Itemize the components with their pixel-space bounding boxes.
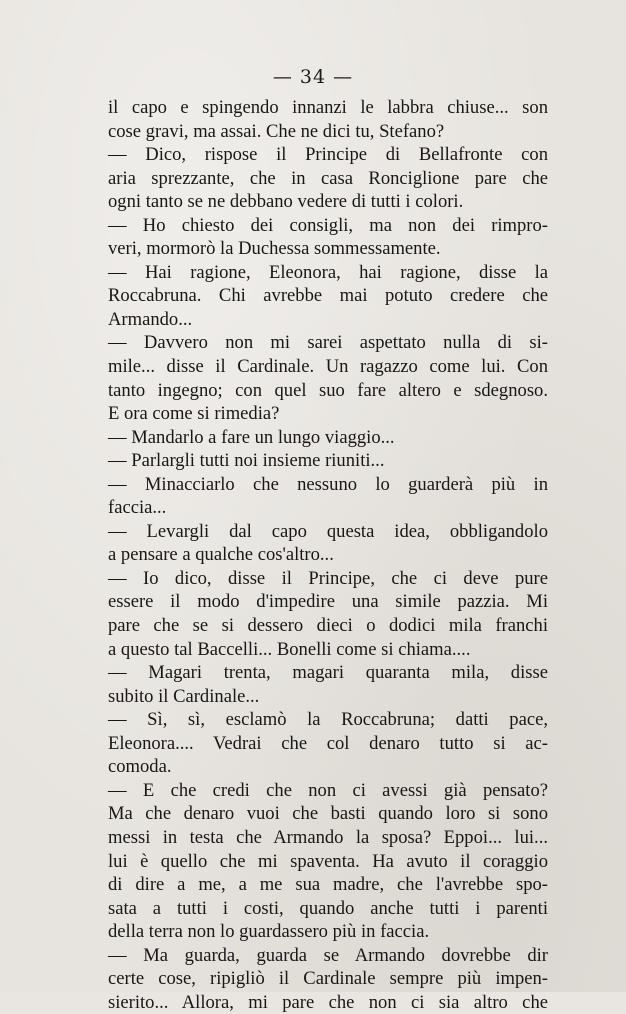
text-line: Roccabruna. Chi avrebbe mai potuto credere che — [108, 285, 548, 307]
text-line: — Io dico, disse il Principe, che ci deve pure — [108, 567, 548, 589]
text-line: cose gravi, ma assai. Che ne dici tu, Stefano? — [108, 120, 445, 142]
text-line: — Hai ragione, Eleonora, hai ragione, disse la — [108, 261, 548, 283]
text-line: — Minacciarlo che nessuno lo guarderà più in — [108, 473, 548, 495]
text-line: tanto ingegno; con quel suo fare altero e sdegnoso. — [108, 379, 548, 401]
text-line: lui è quello che mi spaventa. Ha avuto il coraggio — [108, 850, 548, 872]
text-line: veri, mormorò la Duchessa sommessamente. — [108, 238, 441, 260]
text-line: — E che credi che non ci avessi già pensato? — [108, 779, 548, 801]
text-line: ogni tanto se ne debbano vedere di tutti i colori. — [108, 191, 464, 213]
text-line: a pensare a qualche cos'altro... — [108, 544, 334, 566]
text-line: — Levargli dal capo questa idea, obbligandolo — [108, 520, 548, 542]
text-line: — Ma guarda, guarda se Armando dovrebbe dir — [108, 944, 548, 966]
text-line: di dire a me, a me sua madre, che l'avrebbe spo- — [108, 874, 548, 896]
text-line: — Dico, rispose il Principe di Bellafronte con — [108, 144, 548, 166]
text-line: — Davvero non mi sarei aspettato nulla di si- — [108, 332, 548, 354]
text-line: E ora come si rimedia? — [108, 403, 280, 425]
text-line: sierito... Allora, mi pare che non ci sia altro che — [108, 991, 548, 1013]
text-line: — Magari trenta, magari quaranta mila, disse — [108, 662, 548, 684]
text-line: essere il modo d'impedire una simile pazzia. Mi — [108, 591, 548, 613]
text-line: Armando... — [108, 308, 193, 330]
text-line: — Mandarlo a fare un lungo viaggio... — [108, 426, 395, 448]
text-line: aria sprezzante, che in casa Ronciglione pare che — [108, 167, 548, 189]
text-line: mile... disse il Cardinale. Un ragazzo come lui. Con — [108, 356, 548, 378]
text-line: pare che se si dessero dieci o dodici mila franchi — [108, 615, 548, 637]
text-line: subito il Cardinale... — [108, 685, 260, 707]
text-line: — Ho chiesto dei consigli, ma non dei rimpro- — [108, 214, 548, 236]
page-number: — 34 — — [272, 66, 354, 88]
text-line: faccia... — [108, 497, 167, 519]
text-line: comoda. — [108, 756, 172, 778]
text-line: il capo e spingendo innanzi le labbra chiuse... son — [108, 97, 548, 118]
body-text — [108, 96, 548, 1014]
text-line: della terra non lo guardassero più in faccia. — [108, 921, 430, 943]
text-line: — Sì, sì, esclamò la Roccabruna; datti pace, — [108, 709, 548, 731]
text-line: certe cose, ripigliò il Cardinale sempre più impen- — [108, 968, 548, 990]
text-line: Eleonora.... Vedrai che col denaro tutto si ac- — [108, 732, 548, 754]
text-line: messi in testa che Armando la sposa? Eppoi... lui... — [108, 826, 548, 848]
text-line: Ma che denaro vuoi che basti quando loro si sono — [108, 803, 548, 825]
text-line: — Parlargli tutti noi insieme riuniti... — [108, 450, 385, 472]
text-line: a questo tal Baccelli... Bonelli come si chiama.... — [108, 638, 471, 660]
text-line: sata a tutti i costi, quando anche tutti i parenti — [108, 897, 548, 919]
